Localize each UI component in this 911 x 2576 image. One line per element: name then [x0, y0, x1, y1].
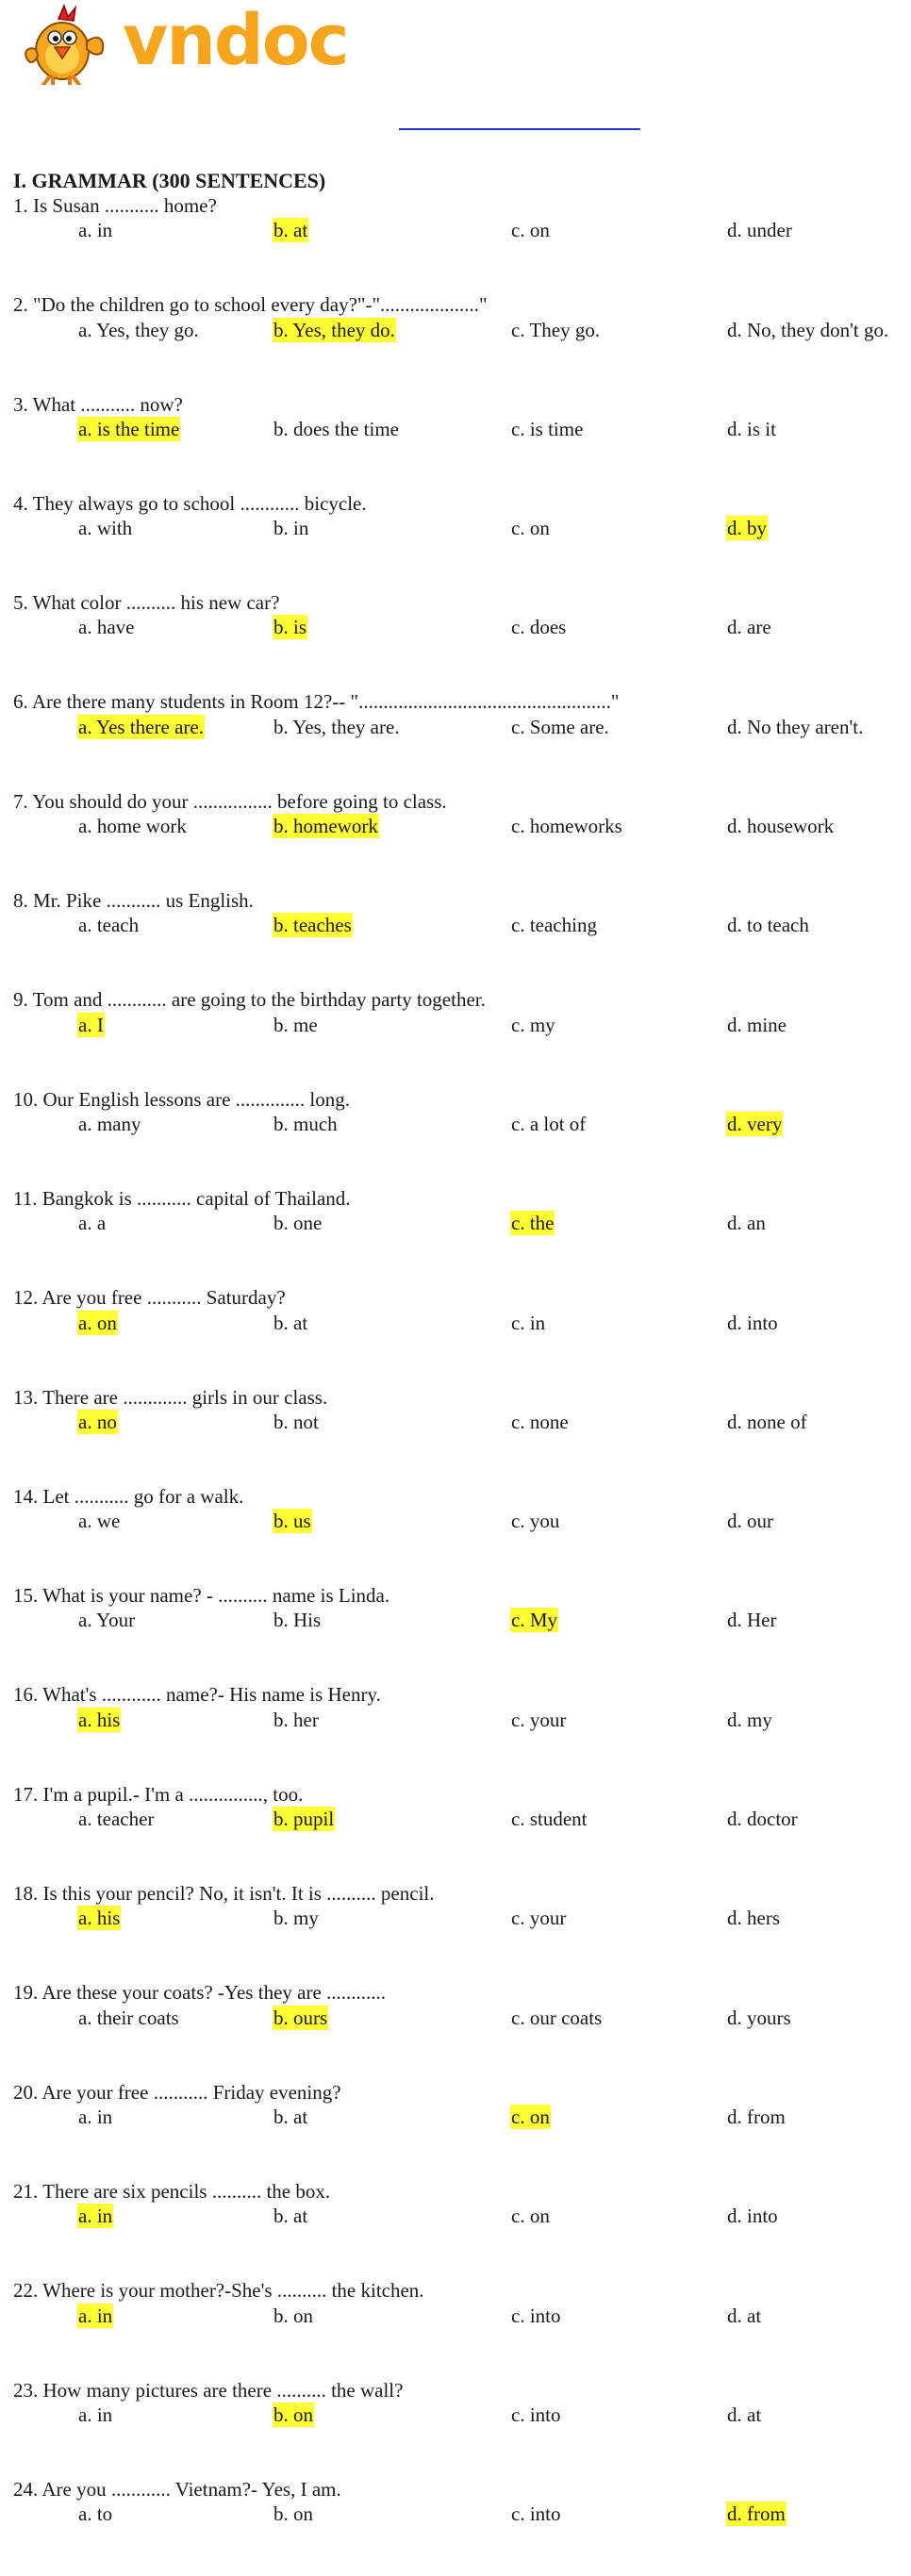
answer-options [13, 2105, 904, 2129]
answer-option[interactable]: d. No, they don't go. [727, 318, 889, 341]
answer-options [13, 2006, 904, 2030]
question-stem: 4. They always go to school ............ bicycle. [13, 491, 367, 515]
answer-option[interactable]: d. into [727, 2204, 778, 2228]
answer-options [13, 2502, 904, 2526]
question-item [13, 2080, 904, 2179]
answer-option[interactable]: a. with [78, 517, 133, 540]
question-stem: 2. "Do the children go to school every day?"-"...................." [13, 293, 488, 317]
answer-options [13, 1906, 904, 1930]
answer-option[interactable]: c. on [511, 517, 550, 540]
question-list [13, 193, 904, 2576]
answer-option[interactable]: c. is time [511, 417, 584, 440]
answer-option[interactable]: c. They go. [511, 318, 601, 341]
answer-option-correct[interactable]: a. is the time [78, 417, 180, 440]
answer-option[interactable]: c. on [511, 219, 550, 242]
answer-option[interactable]: a. in [78, 219, 113, 242]
question-item [13, 2378, 904, 2477]
question-stem: 17. I'm a pupil.- I'm a ..............., too. [13, 1782, 304, 1806]
answer-options [13, 516, 904, 540]
answer-option[interactable]: d. housework [727, 815, 835, 838]
answer-option-correct[interactable]: a. in [78, 2304, 113, 2327]
question-item [13, 2179, 904, 2278]
question-item [13, 987, 904, 1086]
answer-option[interactable]: a. have [78, 616, 135, 639]
question-item [13, 193, 904, 292]
question-item [13, 1385, 904, 1484]
question-stem: 21. There are six pencils .......... the box. [13, 2179, 331, 2203]
answer-option[interactable]: b. at [273, 2105, 308, 2128]
answer-option[interactable]: a. teacher [78, 1808, 155, 1831]
answer-option-correct[interactable]: a. in [78, 2204, 113, 2228]
answer-option[interactable]: d. an [727, 1212, 766, 1235]
answer-option-correct[interactable]: a. on [78, 1311, 117, 1334]
answer-options [13, 615, 904, 639]
answer-options [13, 218, 904, 242]
question-item [13, 1980, 904, 2079]
answer-option-correct[interactable]: b. on [273, 2403, 313, 2426]
answer-option[interactable]: c. your [511, 1708, 567, 1731]
answer-options [13, 1608, 904, 1632]
question-item [13, 392, 904, 491]
answer-option[interactable]: d. hers [727, 1907, 780, 1930]
answer-option[interactable]: c. none [511, 1410, 569, 1433]
question-stem: 12. Are you free ........... Saturday? [13, 1286, 286, 1310]
question-stem: 18. Is this your pencil? No, it isn't. It is .......... pencil. [13, 1882, 435, 1906]
answer-option[interactable]: d. No they aren't. [727, 715, 864, 738]
answer-option[interactable]: d. my [727, 1708, 772, 1731]
answer-option[interactable]: a. to [78, 2502, 113, 2526]
answer-options [13, 1013, 904, 1037]
answer-option[interactable]: a. a [78, 1212, 107, 1235]
question-item [13, 1285, 904, 1384]
header-link-underline[interactable] [399, 128, 640, 130]
answer-option[interactable]: b. at [273, 1311, 308, 1334]
answer-options [13, 417, 904, 441]
answer-option[interactable]: a. Yes, they go. [78, 318, 199, 341]
question-item [13, 1186, 904, 1285]
answer-option[interactable]: a. home work [78, 815, 187, 838]
answer-options [13, 2304, 904, 2328]
answer-option-correct[interactable]: b. ours [273, 2006, 328, 2029]
question-stem: 10. Our English lessons are .............. long. [13, 1087, 350, 1111]
question-stem: 11. Bangkok is ........... capital of Thailand. [13, 1186, 351, 1210]
question-stem: 7. You should do your ................ before going to class. [13, 789, 447, 813]
question-stem: 22. Where is your mother?-She's .......... the kitchen. [13, 2279, 424, 2303]
answer-option[interactable]: d. yours [727, 2006, 791, 2029]
answer-option-correct[interactable]: b. pupil [273, 1808, 335, 1831]
answer-option[interactable]: d. under [727, 219, 792, 242]
answer-option-correct[interactable]: b. homework [273, 815, 378, 838]
answer-option[interactable]: b. on [273, 2304, 313, 2327]
answer-option[interactable]: d. to teach [727, 914, 809, 937]
question-stem: 19. Are these your coats? -Yes they are ............ [13, 1981, 387, 2005]
answer-option[interactable]: c. does [511, 616, 567, 639]
answer-option[interactable]: b. much [273, 1112, 338, 1135]
answer-option[interactable]: b. on [273, 2502, 313, 2526]
answer-option-correct[interactable]: d. from [727, 2502, 786, 2526]
answer-option-correct[interactable]: b. is [273, 616, 307, 639]
question-stem: 6. Are there many students in Room 12?-- "..................................................." [13, 690, 620, 714]
answer-option[interactable]: c. in [511, 1311, 546, 1334]
answer-option[interactable]: c. into [511, 2502, 561, 2526]
answer-option[interactable]: c. Some are. [511, 715, 609, 738]
answer-option[interactable]: c. homeworks [511, 815, 622, 838]
answer-option-correct[interactable]: a. no [78, 1410, 117, 1433]
answer-option[interactable]: c. you [511, 1510, 560, 1533]
question-stem: 16. What's ............ name?- His name is Henry. [13, 1683, 381, 1707]
answer-option[interactable]: c. into [511, 2403, 561, 2426]
answer-options [13, 814, 904, 838]
answer-option[interactable]: c. into [511, 2304, 561, 2327]
answer-option[interactable]: b. her [273, 1708, 319, 1731]
question-item [13, 590, 904, 689]
logo-wordmark: vndoc [123, 0, 348, 81]
question-item [13, 1087, 904, 1186]
answer-option-correct[interactable]: d. very [727, 1112, 783, 1135]
answer-option[interactable]: b. in [273, 517, 309, 540]
answer-option[interactable]: c. my [511, 1013, 555, 1036]
answer-option[interactable]: d. mine [727, 1013, 787, 1036]
answer-option[interactable]: b. not [273, 1410, 319, 1433]
question-item [13, 1782, 904, 1881]
question-stem: 23. How many pictures are there .......... the wall? [13, 2378, 404, 2402]
answer-option-correct[interactable]: a. his [78, 1708, 121, 1731]
answer-option-correct[interactable]: a. Yes there are. [78, 715, 204, 738]
question-stem: 24. Are you ............ Vietnam?- Yes, I am. [13, 2477, 341, 2501]
answer-options [13, 913, 904, 937]
question-item [13, 888, 904, 987]
answer-option[interactable]: d. doctor [727, 1808, 798, 1831]
vndoc-logo[interactable] [21, 0, 348, 85]
question-item [13, 1881, 904, 1980]
answer-option[interactable]: c. a lot of [511, 1112, 587, 1135]
question-item [13, 2477, 904, 2576]
answer-option-correct[interactable]: b. Yes, they do. [273, 318, 395, 341]
answer-option-correct[interactable]: b. us [273, 1510, 311, 1533]
question-stem: 14. Let ........... go for a walk. [13, 1484, 244, 1508]
answer-option-correct[interactable]: a. I [78, 1013, 104, 1036]
answer-option[interactable]: c. our coats [511, 2006, 603, 2029]
answer-option[interactable]: d. at [727, 2304, 762, 2327]
answer-options [13, 1708, 904, 1732]
answer-options [13, 1311, 904, 1335]
answer-option[interactable]: d. into [727, 1311, 778, 1334]
question-stem: 5. What color .......... his new car? [13, 591, 280, 615]
answer-option[interactable]: d. Her [727, 1609, 777, 1632]
answer-options [13, 1807, 904, 1831]
question-item [13, 491, 904, 590]
answer-options [13, 2403, 904, 2427]
question-stem: 13. There are ............. girls in our class. [13, 1385, 328, 1409]
question-stem: 1. Is Susan ........... home? [13, 194, 217, 217]
answer-option[interactable]: b. my [273, 1907, 319, 1930]
question-stem: 8. Mr. Pike ........... us English. [13, 889, 254, 913]
question-stem: 9. Tom and ............ are going to the birthday party together. [13, 988, 486, 1012]
answer-option-correct[interactable]: b. at [273, 219, 308, 242]
answer-option[interactable]: b. His [273, 1609, 322, 1632]
answer-option[interactable]: a. Your [78, 1609, 136, 1632]
answer-option[interactable]: a. in [78, 2403, 113, 2426]
question-item [13, 689, 904, 788]
answer-option[interactable]: d. none of [727, 1410, 807, 1433]
answer-option[interactable]: b. at [273, 2204, 308, 2228]
question-stem: 20. Are your free ........... Friday evening? [13, 2080, 341, 2104]
answer-option[interactable]: a. we [78, 1510, 121, 1533]
answer-option[interactable]: b. does the time [273, 417, 399, 440]
question-item [13, 1484, 904, 1583]
answer-options [13, 1509, 904, 1533]
answer-option[interactable]: d. is it [727, 417, 776, 440]
answer-options [13, 2204, 904, 2228]
answer-option-correct[interactable]: c. My [511, 1609, 557, 1632]
answer-option[interactable]: d. are [727, 616, 771, 639]
question-item [13, 1583, 904, 1682]
answer-option[interactable]: a. teach [78, 914, 140, 937]
answer-option-correct[interactable]: d. by [727, 517, 767, 540]
answer-option[interactable]: c. your [511, 1907, 567, 1930]
answer-option[interactable]: d. at [727, 2403, 762, 2426]
answer-option-correct[interactable]: a. his [78, 1907, 121, 1930]
question-stem: 3. What ........... now? [13, 392, 183, 416]
answer-option[interactable]: b. me [273, 1013, 318, 1036]
section-title: I. GRAMMAR (300 SENTENCES) [13, 169, 326, 192]
answer-options [13, 1112, 904, 1136]
answer-option[interactable]: d. from [727, 2105, 786, 2128]
chick-mascot-icon [21, 4, 111, 85]
question-item [13, 2278, 904, 2377]
answer-option[interactable]: c. on [511, 2204, 550, 2228]
answer-option[interactable]: a. their coats [78, 2006, 179, 2029]
answer-options [13, 318, 904, 342]
answer-options [13, 1410, 904, 1434]
answer-options [13, 715, 904, 739]
question-item [13, 789, 904, 888]
answer-option[interactable]: b. one [273, 1212, 323, 1235]
answer-option[interactable]: a. in [78, 2105, 113, 2128]
answer-option-correct[interactable]: c. the [511, 1212, 555, 1235]
question-stem: 15. What is your name? - .......... name is Linda. [13, 1584, 390, 1608]
answer-option-correct[interactable]: b. teaches [273, 914, 352, 937]
answer-options [13, 1211, 904, 1235]
answer-option[interactable]: a. many [78, 1112, 141, 1135]
answer-option[interactable]: c. teaching [511, 914, 597, 937]
question-item [13, 1682, 904, 1781]
answer-option[interactable]: c. student [511, 1808, 588, 1831]
answer-option[interactable]: b. Yes, they are. [273, 715, 400, 738]
answer-option-correct[interactable]: c. on [511, 2105, 550, 2128]
answer-option[interactable]: d. our [727, 1510, 773, 1533]
question-item [13, 292, 904, 391]
